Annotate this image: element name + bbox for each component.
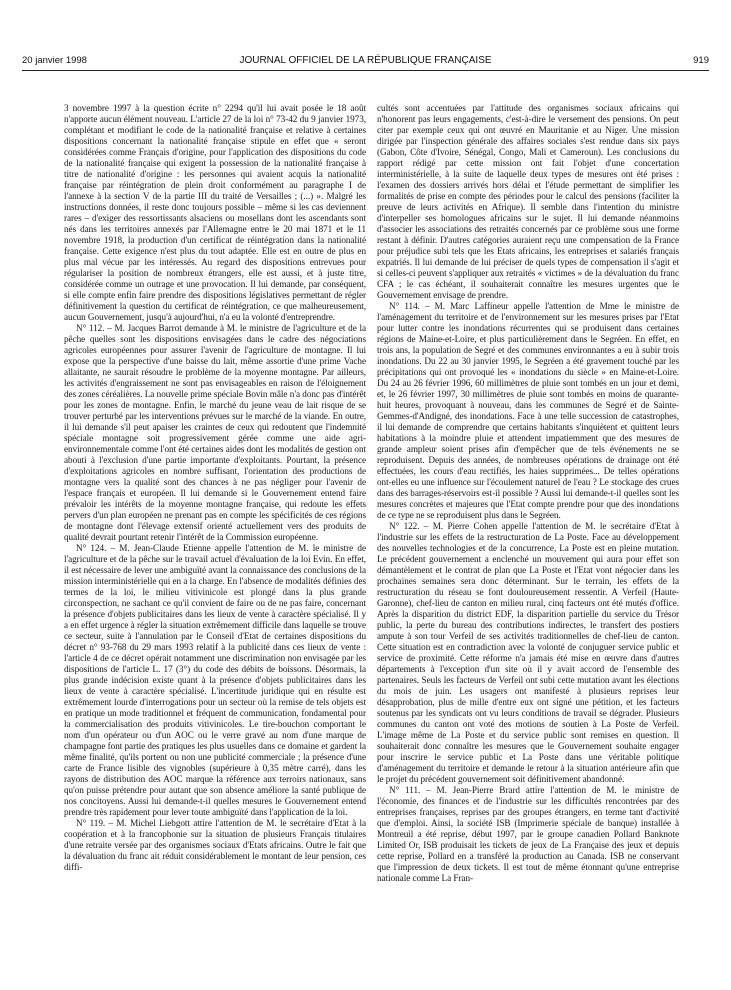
question-119: N° 119. – M. Michel Liebgott attire l'attention de M. le secrétaire d'Etat à la coopération et à la francophonie sur la situation de plusieurs Français titulaires d'une retraite versée par des organismes sociaux d'Etats africains. Outre le fait que la dévaluation du franc ait réduit considérablement le montant de leur pension, ces diffi- [64,818,366,872]
question-112: N° 112. – M. Jacques Barrot demande à M. le ministre de l'agriculture et de la pêche quelles sont les dispositions envisagées dans le cadre des négociations agricoles européennes pour assurer l'avenir de l'agriculture de montagne. Il lui expose que la perspective d'une baisse du lait, même assortie d'une prime Vache allaitante, ne saurait résoudre le problème de la moyenne montagne. Par ailleurs, les activités d'engraissement ne sont pas envisageables en raison de l'éloignement des zones céréalières. La nouvelle prime spéciale Bovin mâle n'a donc pas d'intérêt pour les zones de montagne. Enfin, le marché du jeune veau de lait risque de se trouver perturbé par les interventions prévues sur le marché de la viande. En outre, il lui demande s'il peut apaiser les craintes de ceux qui redoutent que l'indemnité spéciale montagne soit progressivement gérée comme une aide agri-environnementale comme l'ont été certaines aides dont les modalités de gestion ont abouti à l'exclusion d'une partie importante d'exploitants. Pourtant, la présence d'exploitations agricoles en nombre suffisant, l'orientation des productions de montagne vers la qualité sont des chances à ne pas négliger pour l'avenir de l'espace français et européen. Il lui demande si le Gouvernement entend faire prévaloir les intérêts de la moyenne montagne française, qui redoute les effets pervers d'un plan européen ne prenant pas en compte les spécificités de ces régions de montagne dont l'élevage extensif orienté actuellement vers des produits de qualité devrait pourtant retenir l'intérêt de la Commission européenne. [64,323,366,542]
header-date: 20 janvier 1998 [22,55,87,66]
paragraph-continuation: 3 novembre 1997 à la question écrite n° 2294 qu'il lui avait posée le 18 août n'apporte aucun élément nouveau. L'article 27 de la loi n° 73-42 du 9 janvier 1973, complétant et modifiant le code de la nationalité française et relative à certaines dispositions concernant la nationalité française stipule en effet que « seront considérées comme Français d'origine, pour l'application des dispositions du code de la nationalité française qui exigent la possession de la nationalité française à titre de nationalité d'origine : les personnes qui avaient acquis la nationalité française par réintégration de plein droit conformément au paragraphe I de l'annexe à la section V de la partie III du traité de Versailles ; (...) ». Malgré les instructions données, il reste donc toujours possible – même si les cas deviennent rares – d'exiger des ressortissants alsaciens ou mosellans dont les ascendants sont nés dans les territoires annexés par l'Allemagne entre le 20 mai 1871 et le 11 novembre 1918, la production d'un certificat de réintégration dans la nationalité française. Cette exigence n'est plus du tout adaptée. Elle est en outre de plus en plus mal vécue par les intéressés. Au regard des dispositions entrevues pour régulariser la position de nombreux étrangers, elle est aussi, et à juste titre, considérée comme un outrage et une provocation. Il lui demande, par conséquent, si elle compte enfin faire prendre des dispositions législatives permettant de régler définitivement la question du certificat de réintégration, ce que malheureusement, aucun Gouvernement, jusqu'à aujourd'hui, n'a eu la volonté d'entreprendre. [64,103,366,322]
question-119-continued: cultés sont accentuées par l'attitude des organismes sociaux africains qui n'honorent pas leurs engagements, c'est-à-dire le versement des pensions. On peut citer par exemple ceux qui ont œuvré en Mauritanie et au Niger. Une mission dirigée par l'inspection générale des affaires sociales s'est rendue dans six pays (Gabon, Côte d'Ivoire, Sénégal, Congo, Mali et Cameroun). Les conclusions du rapport rédigé par cette mission ont fait l'objet d'une concertation interministérielle, à la suite de laquelle deux types de mesures ont été prises : l'examen des dossiers arrivés hors délai et l'étude permettant de simplifier les formalités de prise en compte des périodes pour le calcul des pensions (faciliter la preuve de leurs activités en Afrique). Il semble dans l'intention du ministre d'interpeller ses homologues africains sur le sujet. Il lui demande néanmoins d'associer les associations des retraités concernés par ce problème sous une forme restant à définir. D'autres catégories auraient reçu une compensation de la France pour préjudice subi tels que les Etats africains, les entreprises et salariés français expatriés. Il lui demande de lui préciser de quels types de compensation il s'agit et si celles-ci peuvent s'appliquer aux retraités « victimes » de la dévaluation du franc CFA ; le cas échéant, il souhaiterait connaître les mesures urgentes que le Gouvernement envisage de prendre. [377,103,679,300]
right-column [377,103,679,980]
question-111: N° 111. – M. Jean-Pierre Brard attire l'attention de M. le ministre de l'économie, des finances et de l'industrie sur les difficultés rencontrées par des entreprises françaises, reprises par des groupes étrangers, en terme tant d'activité que d'emploi. Ainsi, la société ISB (Imprimerie spéciale de banque) installée à Montreuil a été reprise, début 1997, par le groupe canadien Pollard Banknote Limited Or, ISB produisait les tickets de jeux de La Française des jeux et depuis cette reprise, Pollard en a transféré la production au Canada. ISB ne conservant que l'impression de deux tickets. Il est tout de même étonnant qu'une entreprise nationale comme La Fran- [377,785,679,883]
question-124: N° 124. – M. Jean-Claude Etienne appelle l'attention de M. le ministre de l'agriculture et de la pêche sur le travail actuel d'évaluation de la loi Evin. En effet, il est nécessaire de lever une ambiguïté avant la connaissance des conclusions de la mission interministérielle qui en a la charge. En l'absence de modalités définies des termes de la loi, le milieu vitivinicole est plongé dans la plus grande circonspection, ne sachant ce qu'il convient de faire ou de ne pas faire, concernant la présence d'objets publicitaires dans les lieux de vente à caractère spécialisé. Il y a en effet urgence à régler la situation extrêmement difficile dans laquelle se trouve ce secteur, suite à l'annulation par le Conseil d'Etat de certaines dispositions du décret n° 93-768 du 29 mars 1993 relatif à la publicité dans ces lieux de vente : l'article 4 de ce décret opérait notamment une discrimination non envisagée par les dispositions de l'article L. 17 (3°) du code des débits de boissons. Désormais, la plus grande indécision existe quant à la présence d'objets publicitaires dans les lieux de vente à caractère spécialisé. L'incertitude juridique qui en résulte est extrêmement lourde d'interrogations pour un secteur où la remise de tels objets est en pratique un mode traditionnel et fréquent de communication, fondamental pour la commercialisation des produits vitivinicoles. Le tire-bouchon comportant le nom d'un opérateur ou d'un AOC ou le verre gravé au nom d'une marque de champagne font partie des pratiques les plus usuelles dans ce domaine et gardent la même finalité, qu'ils portent ou non une publicité commerciale ; la présence d'une carte de France lisible des vignobles (supérieure à 0,35 mètre carré), dans les rayons de distribution des AOC marque la référence aux terroirs nationaux, sans qu'on puisse prétendre pour autant que son absence améliore la santé publique de nos concitoyens. Aussi lui demande-t-il quelles mesures le Gouvernement entend prendre très rapidement pour lever toute ambiguïté dans l'application de la loi. [64,543,366,817]
header-rule [22,70,709,71]
page-number: 919 [693,55,709,66]
left-column [64,103,366,980]
question-114: N° 114. – M. Marc Laffineur appelle l'attention de Mme le ministre de l'aménagement du territoire et de l'environnement sur les mesures prises par l'Etat pour lutter contre les inondations récurrentes qui se produisent dans certaines régions de Maine-et-Loire, et plus particulièrement dans le Segréen. En effet, en trois ans, la population de Segré et des communes environnantes a eu à subir trois inondations. Du 22 au 30 janvier 1995, le Segréen a été gravement touché par les précipitations qui ont provoqué les « inondations du siècle » en Maine-et-Loire. Du 24 au 26 février 1996, 60 millimètres de pluie sont tombés en un jour et demi, et, le 26 février 1997, 30 millimètres de pluie sont tombés en moins de quarante-huit heures, provoquant à nouveau, dans les communes de Segré et de Sainte-Gemmes-d'Andigné, des inondations. Face à une telle succession de catastrophes, il lui demande de comprendre que certains habitants s'inquiètent et quittent leurs habitations à la moindre pluie et attendent impatiemment que des mesures de grande ampleur soient prises afin d'empêcher que de tels événements ne se reproduisent. Depuis des années, de nombreuses opérations de drainage ont été effectuées, les cours d'eau rectifiés, les haies supprimées... De telles opérations ont-elles eu une influence sur l'écoulement naturel de l'eau ? Le stockage des crues dans des barrages-réservoirs est-il possible ? Aussi lui demande-t-il quelles sont les mesures concrètes et majeures que l'Etat compte prendre pour que des inondations de ce type ne se reproduisent plus dans le Segréen. [377,301,679,520]
question-122: N° 122. – M. Pierre Cohen appelle l'attention de M. le secrétaire d'Etat à l'industrie sur les effets de la restructuration de La Poste. Face au développement des nouvelles technologies et de la concurrence, La Poste est en pleine mutation. Le précédent gouvernement a enclenché un mouvement qui aura pour effet son démantèlement et le contrat de plan que La Poste et l'Etat vont négocier dans les prochaines semaines sera donc déterminant. Sur le terrain, les effets de la restructuration du réseau se font douloureusement ressentir. A Verfeil (Haute-Garonne), chef-lieu de canton en milieu rural, cinq facteurs ont été mutés d'office. Après la disparition du district EDF, la disparition partielle du service du Trésor public, la perte du bureau des contributions indirectes, le transfert des postiers ampute à son tour Verfeil de ses activités traditionnelles de chef-lieu de canton. Cette situation est en contradiction avec la volonté de conjuguer service public et service de proximité. Cette réforme n'a jamais été mise en œuvre dans d'autres départements à l'exception d'un site où il y avait accord de l'ensemble des partenaires. Seuls les facteurs de Verfeil ont subi cette mutation avant les élections du mois de juin. Les usagers ont manifesté à plusieurs reprises leur désapprobation, plus de mille d'entre eux ont signé une pétition, et les facteurs soutenus par les syndicats ont vu leurs conditions de travail se dégrader. Plusieurs communes du canton ont voté des motions de soutien à La Poste de Verfeil. L'image même de La Poste et du service public sont remises en question. Il souhaiterait donc connaître les mesures que le Gouvernement souhaite engager pour inscrire le service public et La Poste dans une véritable politique d'aménagement du territoire et demande le retour à la situation antérieure afin que le projet du précédent gouvernement soit définitivement abandonné. [377,521,679,784]
page-header [22,54,709,68]
journal-title: JOURNAL OFFICIEL DE LA RÉPUBLIQUE FRANÇAISE [239,55,492,66]
